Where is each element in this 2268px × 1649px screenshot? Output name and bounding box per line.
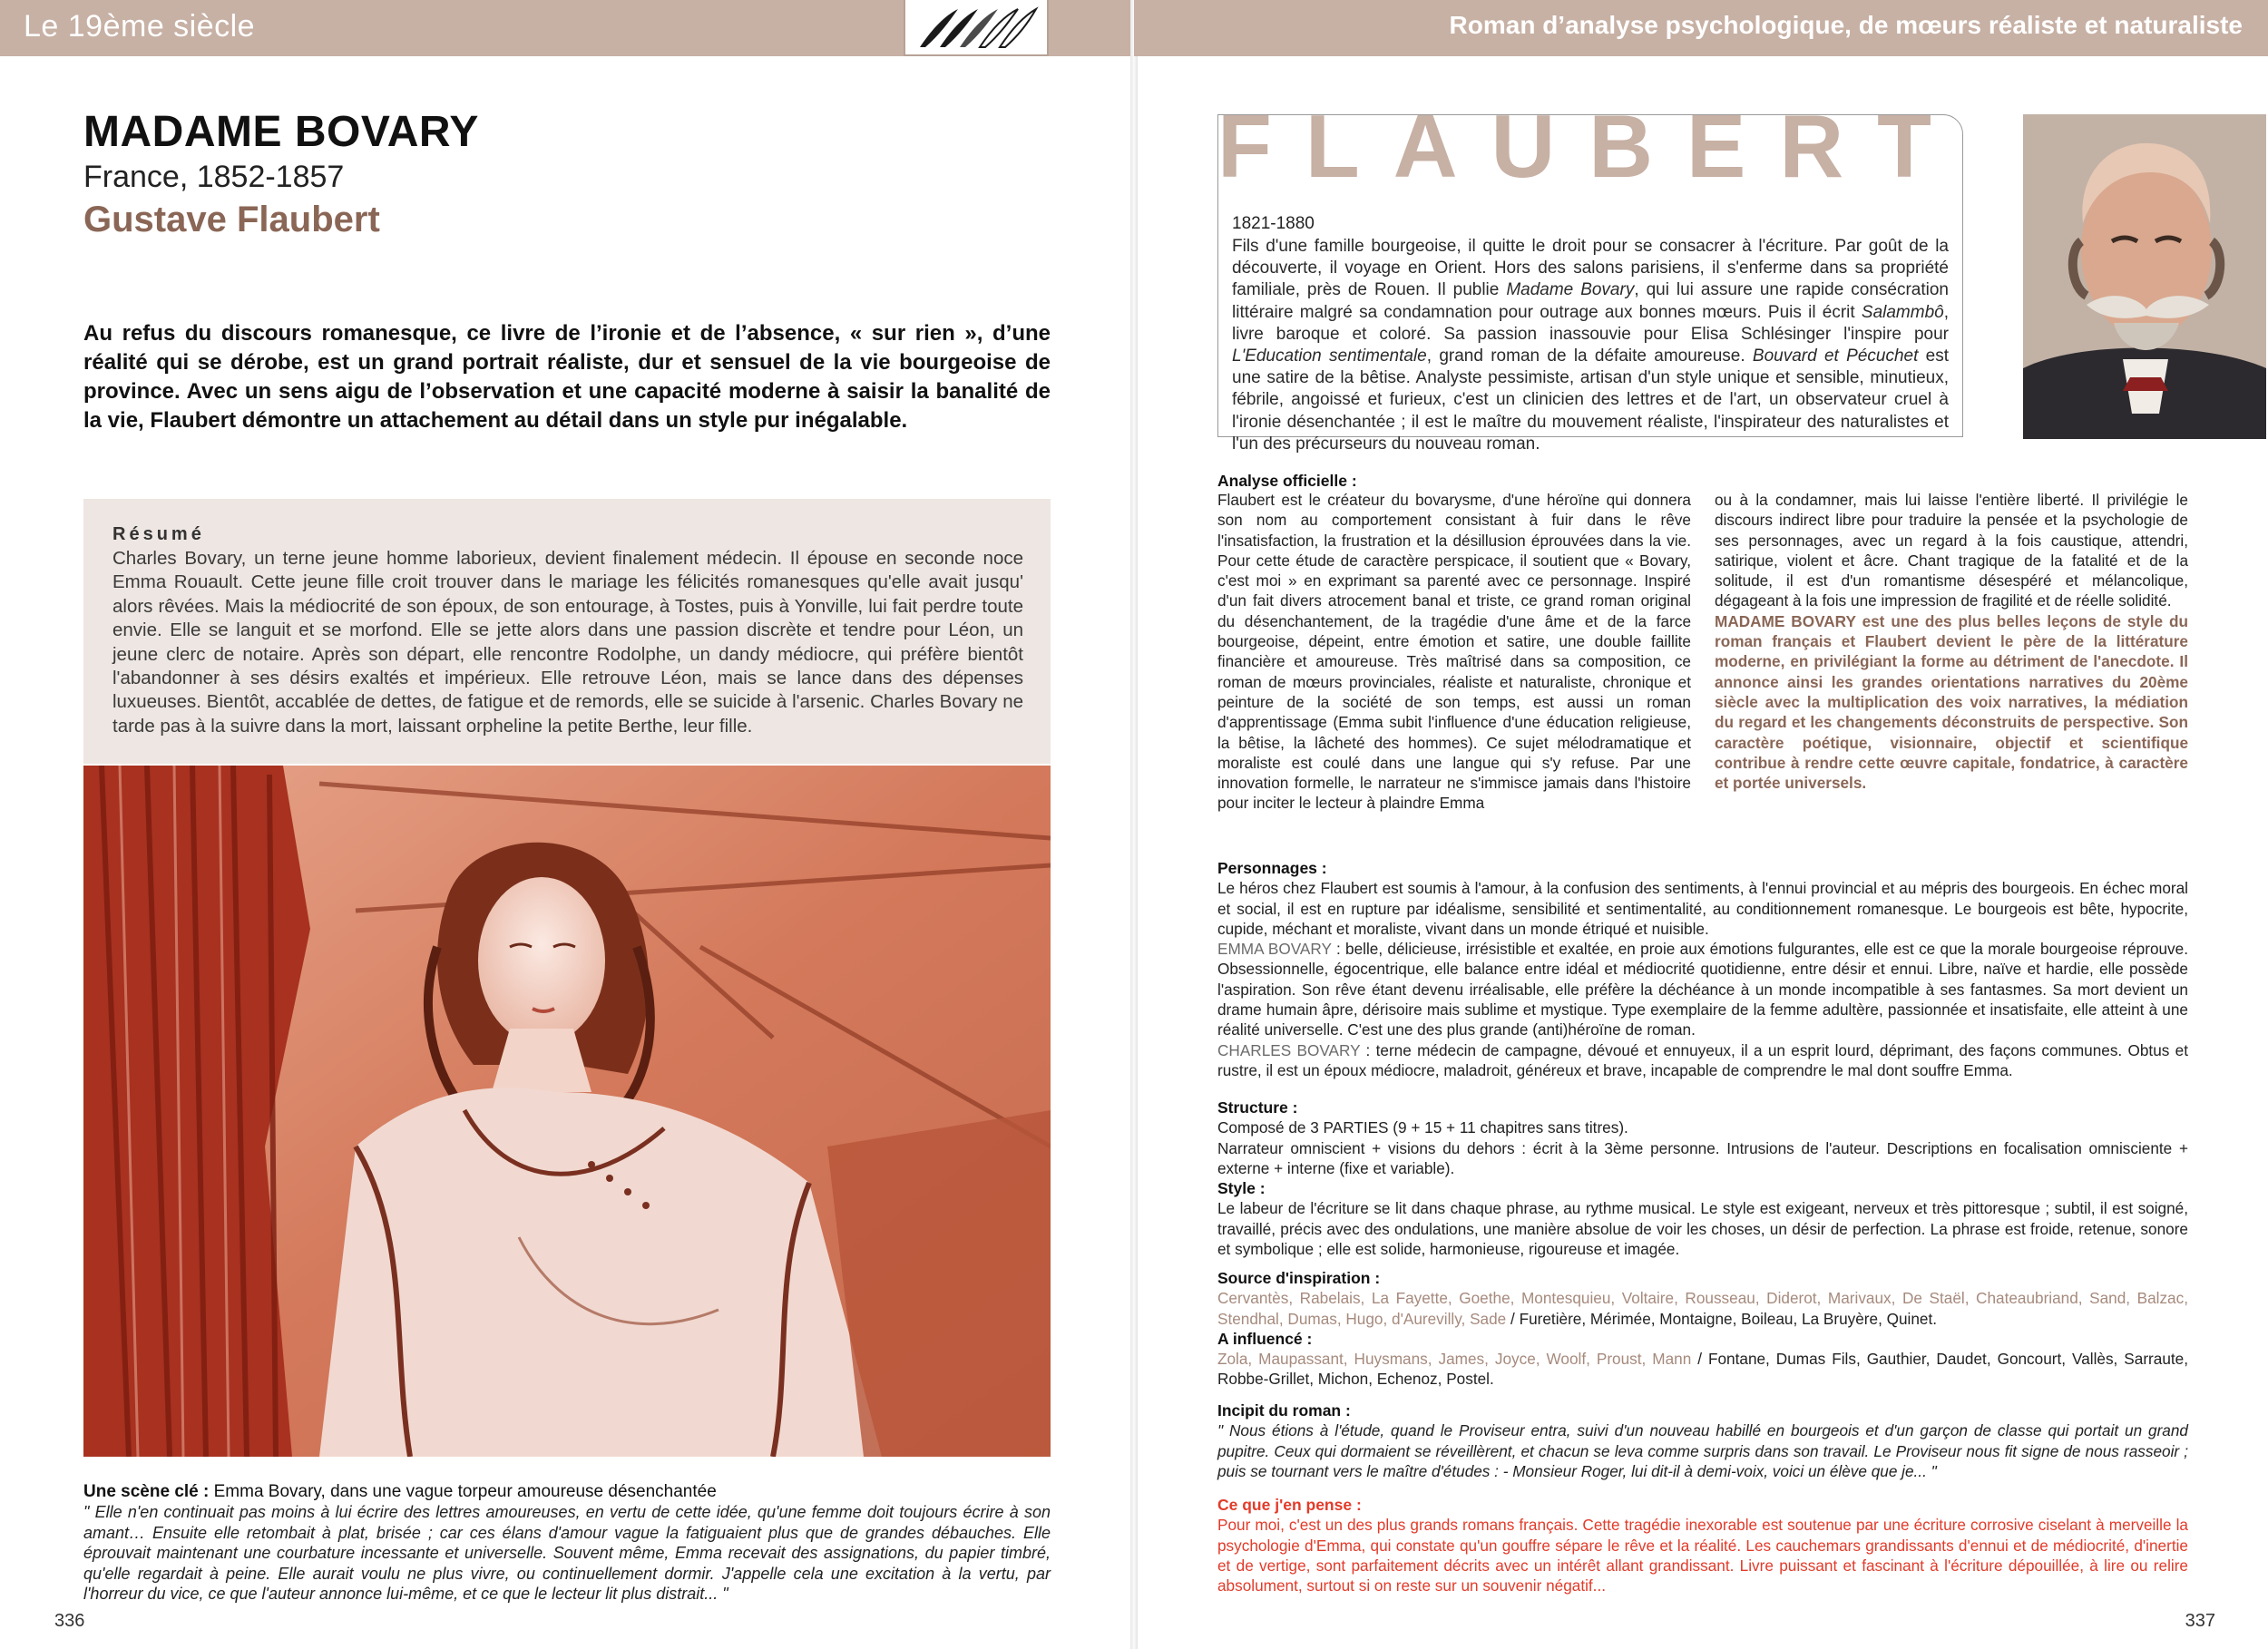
bio-text bbox=[1232, 236, 1949, 455]
bio-work-title: Salammbô bbox=[1861, 302, 1944, 322]
influence-names-muted: Zola, Maupassant, Huysmans, James, Joyce, Woolf, Proust, Mann bbox=[1217, 1350, 1692, 1369]
bio-text-part: Fils d'une famille bourgeoise, il quitte le droit pour se consacrer à l'écriture. Par goût de la découverte, il voyage en Orient. Hors des salons parisiens, il s'enferme dans sa propriété familiale, près de Rouen. Il publie bbox=[1232, 237, 1949, 300]
structure-line2: Narrateur omniscient + visions du dehors : écrit à la 3ème personne. Intrusions de l'auteur. Descriptions en focalisation omnisciente + externe + interne (fixe et variable). bbox=[1217, 1138, 2188, 1177]
bio-work-title: Bouvard et Pécuchet bbox=[1752, 346, 1919, 366]
source-label: Source d'inspiration : bbox=[1217, 1269, 1381, 1287]
bio-work-title: Madame Bovary bbox=[1506, 280, 1635, 300]
scene-quote: " Elle n'en continuait pas moins à lui écrire des lettres amoureuses, en vertu de cette idée, qu'une femme doit toujours écrire à son amant… Ensuite elle retombait à plat, brisée ; car ces élans d'amour vague la fatiguaient plus que de grandes débauches. Elle éprouvait maintenant une courbature incessante et universelle. Souvent même, Emma recevait des assignations, du papier timbré, qu'elle regardait à peine. Elle aurait voulu ne plus vivre, ou continuellement dormir. J'appelle cela une excitation à la vertu, par l'horreur du vice, ce que l'auteur annonce lui-même, et ce que le lecteur lit plus distrait... " bbox=[83, 1503, 1051, 1603]
charles-text: : terne médecin de campagne, dévoué et ennuyeux, il a un esprit lourd, déprimant, des façons communes. Obtus et rustre, il est un époux médiocre, maladroit, généreux et brave, incapable de comprendre le mal dont souffre Emma. bbox=[1217, 1040, 2188, 1079]
personnages-intro: Le héros chez Flaubert est soumis à l'amour, à la confusion des sentiments, à l'ennui provincial et au mépris des bourgeois. En échec moral et social, il est en rupture par idéalisme, sensibilité et sentimentalité, au conditionnement romanesque. Le bourgeois est bête, hypocrite, cupide, méchant et moraliste, vivant dans un monde étriqué et nuisible. bbox=[1217, 879, 2188, 938]
bio-work-title: L'Education sentimentale bbox=[1232, 346, 1427, 366]
emma-paragraph bbox=[1217, 939, 2188, 1039]
personnages-section bbox=[1217, 858, 2188, 1080]
charles-paragraph bbox=[1217, 1040, 2188, 1081]
century-label: Le 19ème siècle bbox=[24, 9, 256, 44]
page-number-left: 336 bbox=[54, 1611, 85, 1631]
incipit-section bbox=[1217, 1400, 2188, 1481]
page-337 bbox=[1134, 0, 2268, 1649]
source-names-plain: / Furetière, Mérimée, Montaigne, Boileau, La Bruyère, Quinet. bbox=[1506, 1309, 1938, 1328]
scene-caption-text: Emma Bovary, dans une vague torpeur amoureuse désenchantée bbox=[209, 1482, 717, 1501]
header-band-right bbox=[1134, 0, 2268, 56]
source-names-muted: Cervantès, Rabelais, La Fayette, Goethe, Montesquieu, Voltaire, Rousseau, Diderot, Marivaux, De Staël, Chateaubriand, Sand, Balzac, Stendhal, Dumas, Hugo, d'Aurevilly, Sade bbox=[1217, 1289, 2188, 1328]
analysis-label: Analyse officielle : bbox=[1217, 472, 1357, 490]
source-text bbox=[1217, 1288, 2188, 1329]
bio-text-part: , qui lui assure une rapide consécration littéraire malgré sa condamnation pour outrage aux bonnes mœurs. Puis il écrit bbox=[1232, 280, 1949, 322]
genre-label: Roman d’analyse psychologique, de mœurs réaliste et naturaliste bbox=[1449, 11, 2243, 39]
opinion-section bbox=[1217, 1495, 2188, 1595]
bio-dates: 1821-1880 bbox=[1232, 214, 1315, 233]
incipit-text: " Nous étions à l'étude, quand le Proviseur entra, suivi d'un nouveau habillé en bourgeois et d'un garçon de classe qui portait un grand pupitre. Ceux qui dormaient se réveillèrent, et chacun se leva comme surpris dans son travail. Le Proviseur nous fit signe de nous rasseoir ; puis se tournant vers le maître d'études : - Monsieur Roger, lui dit-il à demi-voix, voici un élève que je... " bbox=[1217, 1421, 2188, 1480]
personnages-label: Personnages : bbox=[1217, 859, 1327, 877]
resume-box bbox=[83, 499, 1051, 764]
bio-text-part: , livre baroque et coloré. Sa passion inassouvie pour Elisa Schlésinger l'inspire pour bbox=[1232, 302, 1949, 344]
book-origin: France, 1852-1857 bbox=[83, 160, 345, 194]
emma-illustration bbox=[83, 766, 1051, 1457]
analysis-col2-highlight: MADAME BOVARY est une des plus belles leçons de style du roman français et Flaubert devient le père de la littérature moderne, en privilégiant la forme au détriment de l'anecdote. Il annonce ainsi les grandes orientations narratives du 20ème siècle avec la multiplication des voix narratives, la médiation du regard et les changements déconstruits de perspective. Son caractère poétique, visionnaire, objectif et scientifique contribue à rendre cette œuvre capitale, fondatrice, à caractère et portée universels. bbox=[1715, 611, 2188, 793]
opinion-label: Ce que j'en pense : bbox=[1217, 1496, 1362, 1514]
analysis-col1: Flaubert est le créateur du bovarysme, d'une héroïne qui donnera son nom au comportement consistant à fuir dans le rêve l'insatisfaction, la frustration et la désillusion éprouvées dans la vie. Pour cette étude de caractère perspicace, il soutient que « Bovary, c'est moi » en exprimant sa parenté avec ce personnage. Inspiré d'un fait divers atrocement banal et triste, ce grand roman original du désenchantement, de la tragédie d'une âme et de la farce bourgeoise, dépeint, entre émotion et satire, une double faillite financière et amoureuse. Très maîtrisé dans sa composition, ce roman de mœurs provinciales, réaliste et naturaliste, chronique et peinture de la société de son temps, est aussi un roman d'apprentissage (Emma subit l'influence d'une éducation religieuse, la bêtise, la lâcheté des hommes). Ce sujet mélodramatique et moraliste est coulé dans une langue qui s'y refuse. Par une innovation formelle, le narrateur ne s'immisce jamais dans l'histoire pour inciter le lecteur à plaindre Emma bbox=[1217, 491, 1691, 813]
book-title: MADAME BOVARY bbox=[83, 108, 479, 156]
scene-label: Une scène clé : bbox=[83, 1482, 210, 1501]
resume-text: Charles Bovary, un terne jeune homme laborieux, devient finalement médecin. Il épouse en seconde noce Emma Rouault. Cette jeune fille croit trouver dans le mariage les félicités romanesques qu'elle avait jusqu' alors rêvées. Mais la médiocrité de son époux, de son entourage, à Tostes, puis à Yonville, lui fait perdre toute envie. Elle se languit et se morfond. Elle se jette alors dans une passion discrète et tendre pour Léon, un jeune clerc de notaire. Après son départ, elle rencontre Rodolphe, un dandy médiocre, qui préfère bientôt l'abandonner à ses désirs exaltés et impérieux. Elle retrouve Léon, mais se lance dans des dépenses luxueuses. Bientôt, accablée de dettes, de fatigue et de remords, elle se suicide à l'arsenic. Charles Bovary ne tarde pas à la suivre dans la mort, laissant orpheline la petite Berthe, leur fille. bbox=[112, 548, 1023, 737]
style-text: Le labeur de l'écriture se lit dans chaque phrase, au rythme musical. Le style est exigeant, nerveux et très pittoresque ; subtil, il est soigné, travaillé, précis avec des ondulations, une manière absolue de voir les choses, un désir de perfection. La phrase est froide, retenue, sonore et symbolique ; elle est solide, harmonieuse, rigoureuse et imagée. bbox=[1217, 1199, 2188, 1259]
lead-paragraph: Au refus du discours romanesque, ce livre de l’ironie et de l’absence, « sur rien », d’une réalité qui se dérobe, est un grand portrait réaliste, dur et sensuel de la vie bourgeoise de province. Avec un sens aigu de l’observation et une capacité moderne à saisir la banalité de la vie, Flaubert démontre un attachement au détail dans un style pur inégalable. bbox=[83, 321, 1051, 433]
opinion-text: Pour moi, c'est un des plus grands romans français. Cette tragédie inexorable est soutenue par une écriture corrosive ciselant à merveille la psychologie d'Emma, qui constate qu'un gouffre sépare le rêve et la réalité. Les cauchemars grandissants d'ennui et de médiocrité, d'inertie et de vertige, sont parfaitement décrits avec un intérêt allant grandissant. Livre puissant et fascinant à l'écriture dépouillée, à lire ou relire absolument, surtout si on reste sur un souvenir négatif... bbox=[1217, 1516, 2188, 1595]
structure-section bbox=[1217, 1098, 2188, 1259]
analysis-col2-text: ou à la condamner, mais lui laisse l'entière liberté. Il privilégie le discours indirect libre pour traduire la pensée et la psychologie de ses personnages, avec un regard à la fois caustique, attendri, satirique, violent et âcre. Chant tragique de la fatalité et de la solitude, il est d'un romantisme désespéré et mélancolique, dégageant à la fois une impression de fragilité et de réelle solidité. bbox=[1715, 491, 2188, 610]
bio-name: FLAUBERT bbox=[1217, 96, 1966, 196]
incipit-label: Incipit du roman : bbox=[1217, 1401, 1351, 1420]
author-portrait bbox=[2023, 114, 2266, 439]
influence-text bbox=[1217, 1349, 2188, 1390]
feathers-icon bbox=[904, 0, 1049, 56]
book-author: Gustave Flaubert bbox=[83, 200, 380, 239]
bio-text-part: est une satire de la bêtise. Analyste pessimiste, artisan d'un style unique et sensible, minutieux, fébrile, angoissé et furieux, c'est un clinicien des lettres et de l'art, un observateur cruel à l'ironie désenchantée ; il est le maître du mouvement réaliste, l'inspirateur des naturalistes et l'un des précurseurs du nouveau roman. bbox=[1232, 346, 1950, 454]
style-label: Style : bbox=[1217, 1179, 1266, 1198]
charles-name: CHARLES BOVARY bbox=[1217, 1040, 1361, 1059]
structure-line1: Composé de 3 PARTIES (9 + 15 + 11 chapitres sans titres). bbox=[1217, 1118, 1628, 1137]
influence-label: A influencé : bbox=[1217, 1329, 1313, 1348]
emma-name: EMMA BOVARY bbox=[1217, 940, 1332, 959]
influence-names-plain: / Fontane, Dumas Fils, Gauthier, Daudet, Goncourt, Vallès, Sarraute, Robbe-Grillet, Michon, Echenoz, Postel. bbox=[1217, 1350, 2188, 1389]
emma-text: : belle, délicieuse, irrésistible et exaltée, en proie aux émotions fulgurantes, elle est ce que la morale bourgeoise réprouve. Obsessionnelle, égocentrique, elle balance entre idéal et médiocrité quotidienne, entre désir et ennui. Libre, naïve et hardie, elle possède l'aspiration. Son rêve étant devenu irréalisable, elle préfère la déchéance à un monde incompatible à ses fantasmes. Sa mort devient un drame humain âpre, dérisoire mais sublime et mystique. Type exemplaire de la femme adultère, passionnée et insatisfaite, elle atteint à une réalité universelle. C'est une des plus grande (anti)héroïne de roman. bbox=[1217, 940, 2188, 1039]
bio-text-part: , grand roman de la défaite amoureuse. bbox=[1426, 346, 1753, 366]
structure-label: Structure : bbox=[1217, 1098, 1298, 1117]
analysis-col2 bbox=[1715, 490, 2188, 793]
scene-caption bbox=[83, 1482, 717, 1502]
source-section bbox=[1217, 1268, 2188, 1390]
resume-label: Résumé bbox=[112, 524, 205, 544]
page-number-right: 337 bbox=[2185, 1611, 2215, 1631]
